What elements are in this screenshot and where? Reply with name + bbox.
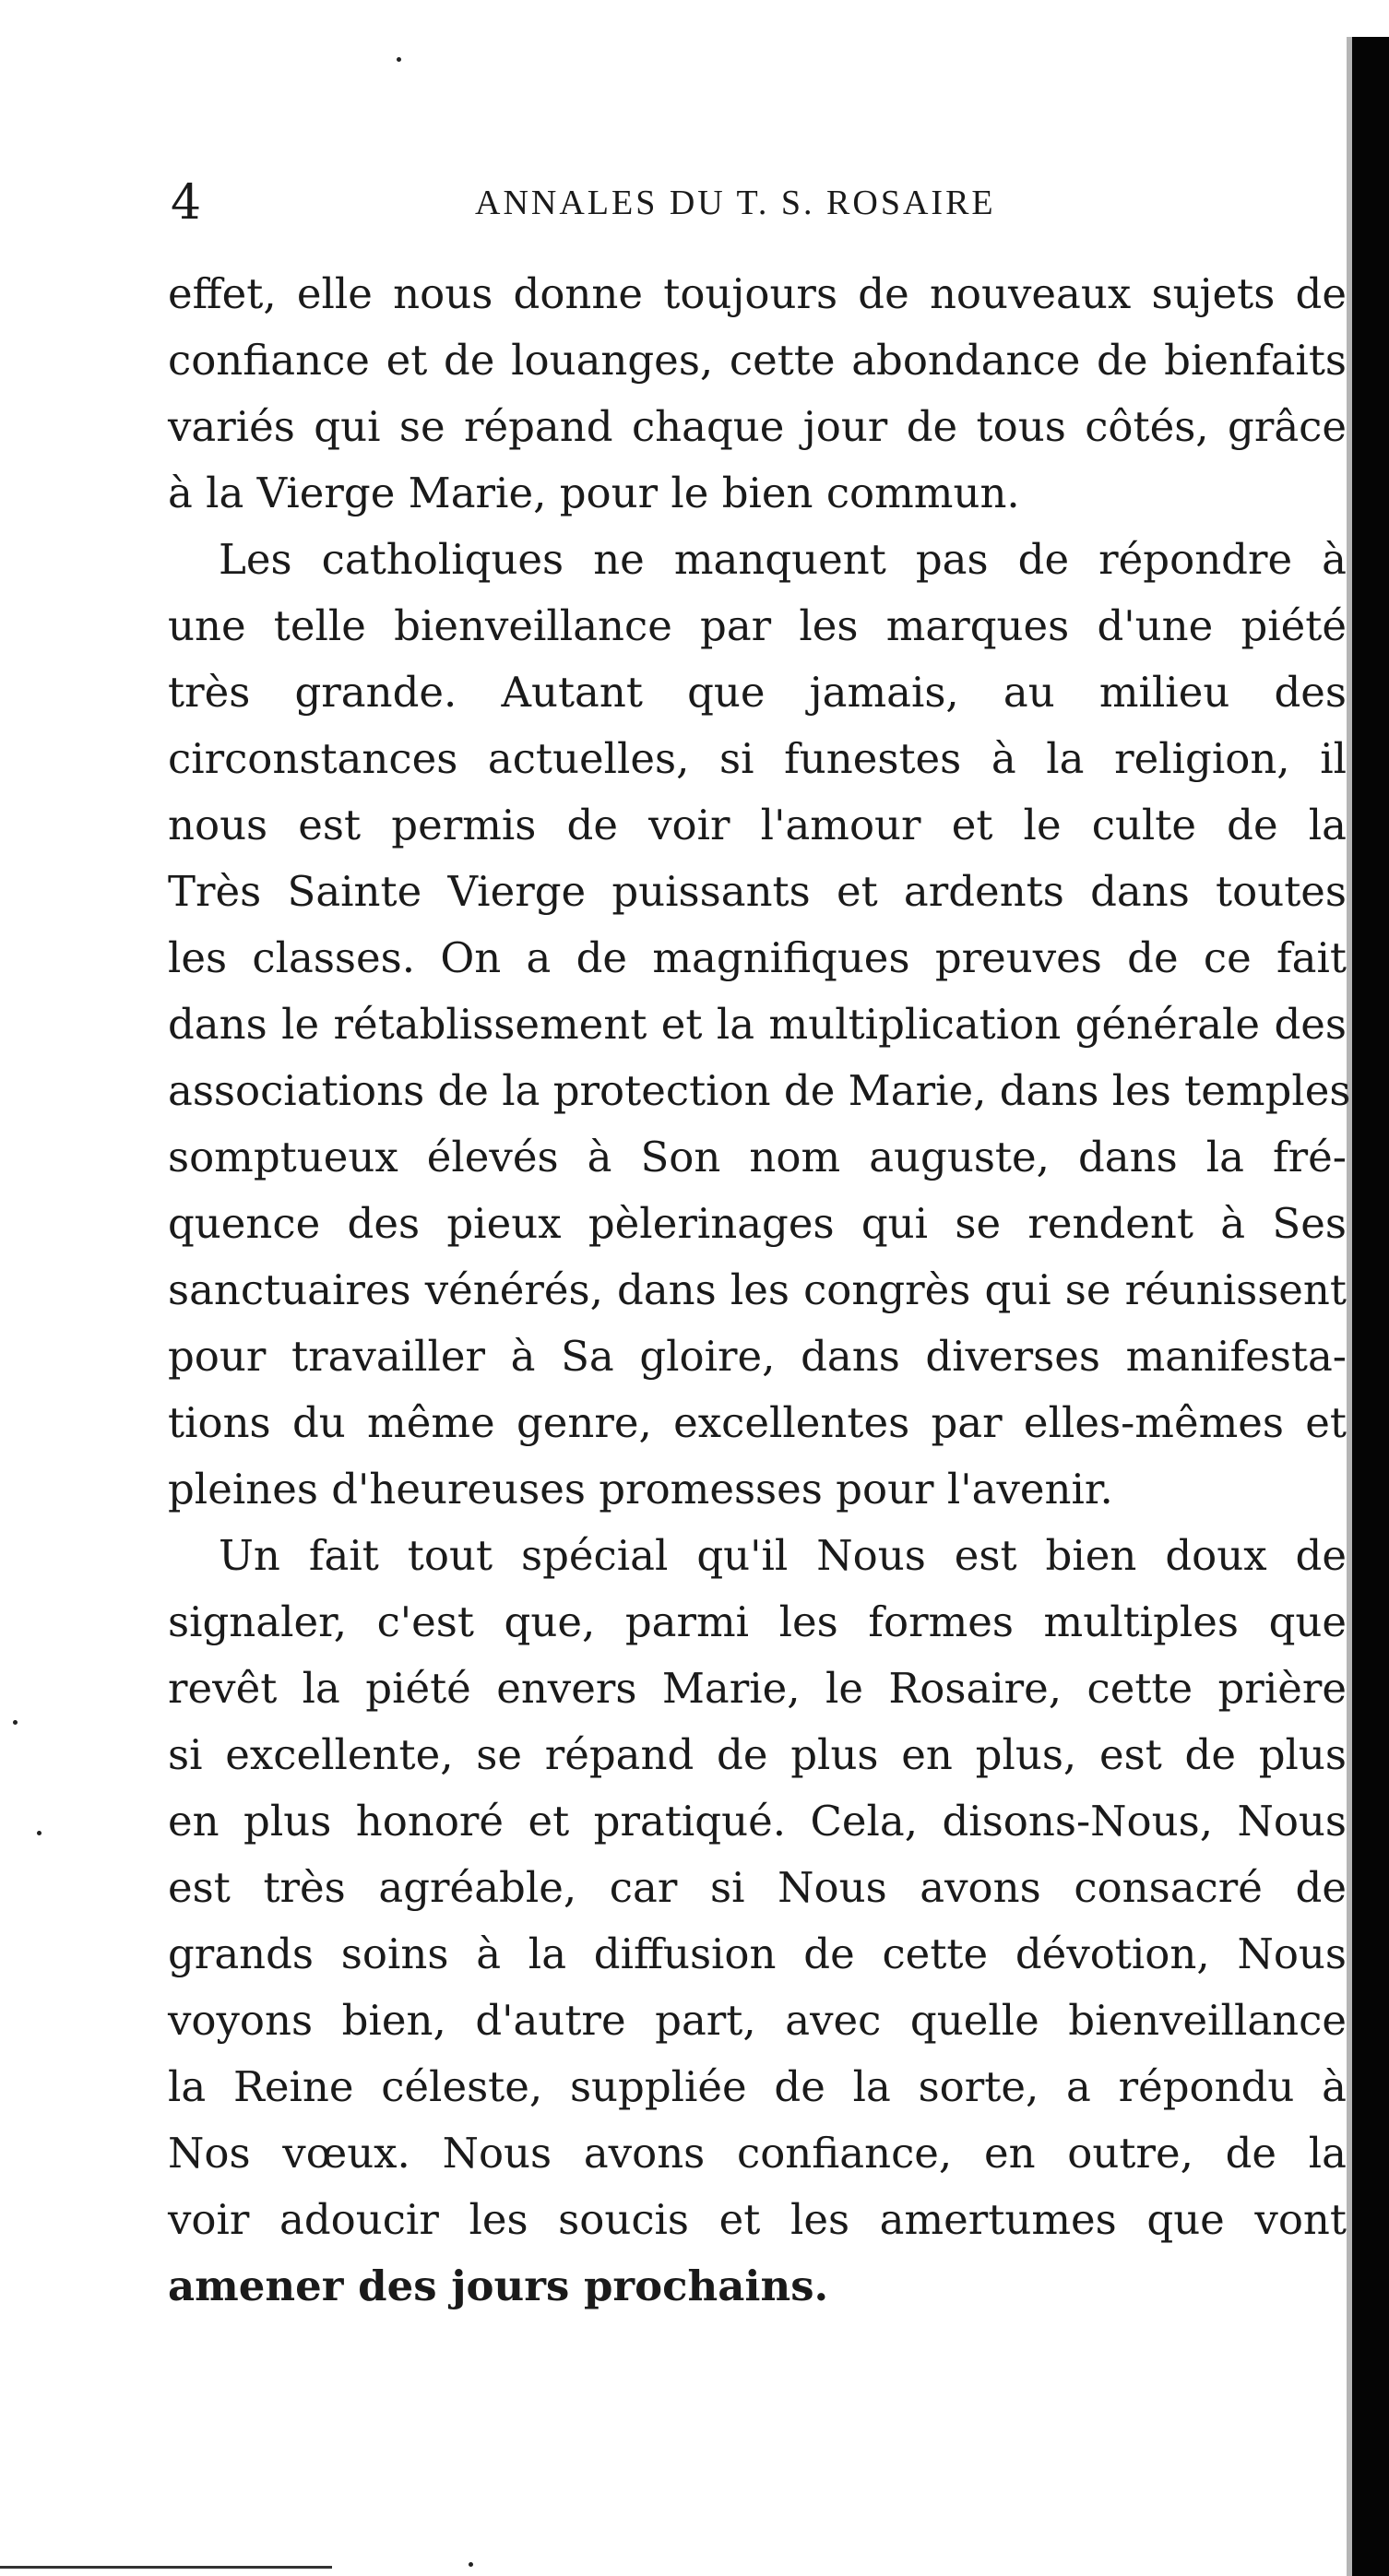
text-line: les classes. On a de magnifiques preuves de ce fait	[168, 933, 1347, 982]
text-line: grands soins à la diffusion de cette dévotion, Nous	[168, 1929, 1347, 1978]
margin-speck	[397, 57, 401, 62]
text-line: somptueux élevés à Son nom auguste, dans la fré-	[168, 1133, 1347, 1181]
text-line: tions du même genre, excellentes par elles-mêmes et	[168, 1398, 1347, 1447]
bottom-rule	[0, 2566, 332, 2569]
text-line: voir adoucir les soucis et les amertumes que vont	[168, 2195, 1347, 2244]
text-line: Un fait tout spécial qu'il Nous est bien doux de	[219, 1531, 1347, 1580]
text-line: à la Vierge Marie, pour le bien commun.	[168, 469, 1020, 517]
page-number: 4	[171, 175, 202, 231]
margin-speck	[469, 2562, 473, 2567]
text-line: Les catholiques ne manquent pas de répondre à	[219, 535, 1347, 584]
book-spine-edge	[1352, 37, 1389, 2576]
text-line: dans le rétablissement et la multiplication générale des	[168, 1000, 1347, 1049]
text-line: quence des pieux pèlerinages qui se rendent à Ses	[168, 1199, 1347, 1248]
running-head: ANNALES DU T. S. ROSAIRE	[475, 184, 996, 222]
text-line: sanctuaires vénérés, dans les congrès qui se réunissent	[168, 1265, 1347, 1314]
text-line: en plus honoré et pratiqué. Cela, disons-Nous, Nous	[168, 1797, 1347, 1846]
text-line: si excellente, se répand de plus en plus, est de plus	[168, 1730, 1347, 1779]
page-header	[171, 166, 1351, 240]
text-line: associations de la protection de Marie, dans les temples	[168, 1066, 1351, 1115]
margin-speck	[37, 1831, 42, 1835]
text-line: très grande. Autant que jamais, au milieu des	[168, 668, 1347, 717]
text-line: Nos vœux. Nous avons confiance, en outre, de la	[168, 2129, 1347, 2178]
text-line: circonstances actuelles, si funestes à la religion, il	[168, 734, 1347, 783]
text-line: revêt la piété envers Marie, le Rosaire, cette prière	[168, 1664, 1347, 1713]
text-line: nous est permis de voir l'amour et le culte de la	[168, 801, 1347, 849]
text-line: confiance et de louanges, cette abondance de bienfaits	[168, 336, 1347, 385]
text-line: signaler, c'est que, parmi les formes multiples que	[168, 1597, 1347, 1646]
margin-speck	[13, 1720, 18, 1725]
text-line: amener des jours prochains.	[168, 2261, 829, 2310]
text-line: la Reine céleste, suppliée de la sorte, a répondu à	[168, 2062, 1347, 2111]
text-line: pour travailler à Sa gloire, dans diverses manifesta-	[168, 1332, 1347, 1381]
text-line: une telle bienveillance par les marques d'une piété	[168, 601, 1347, 650]
text-line: variés qui se répand chaque jour de tous côtés, grâce	[168, 402, 1347, 451]
text-line: est très agréable, car si Nous avons consacré de	[168, 1863, 1347, 1912]
text-line: voyons bien, d'autre part, avec quelle bienveillance	[168, 1996, 1347, 2045]
body-text	[168, 261, 1351, 2320]
text-line: pleines d'heureuses promesses pour l'avenir.	[168, 1465, 1113, 1514]
text-line: effet, elle nous donne toujours de nouveaux sujets de	[168, 269, 1347, 318]
text-line: Très Sainte Vierge puissants et ardents dans toutes	[168, 867, 1347, 916]
